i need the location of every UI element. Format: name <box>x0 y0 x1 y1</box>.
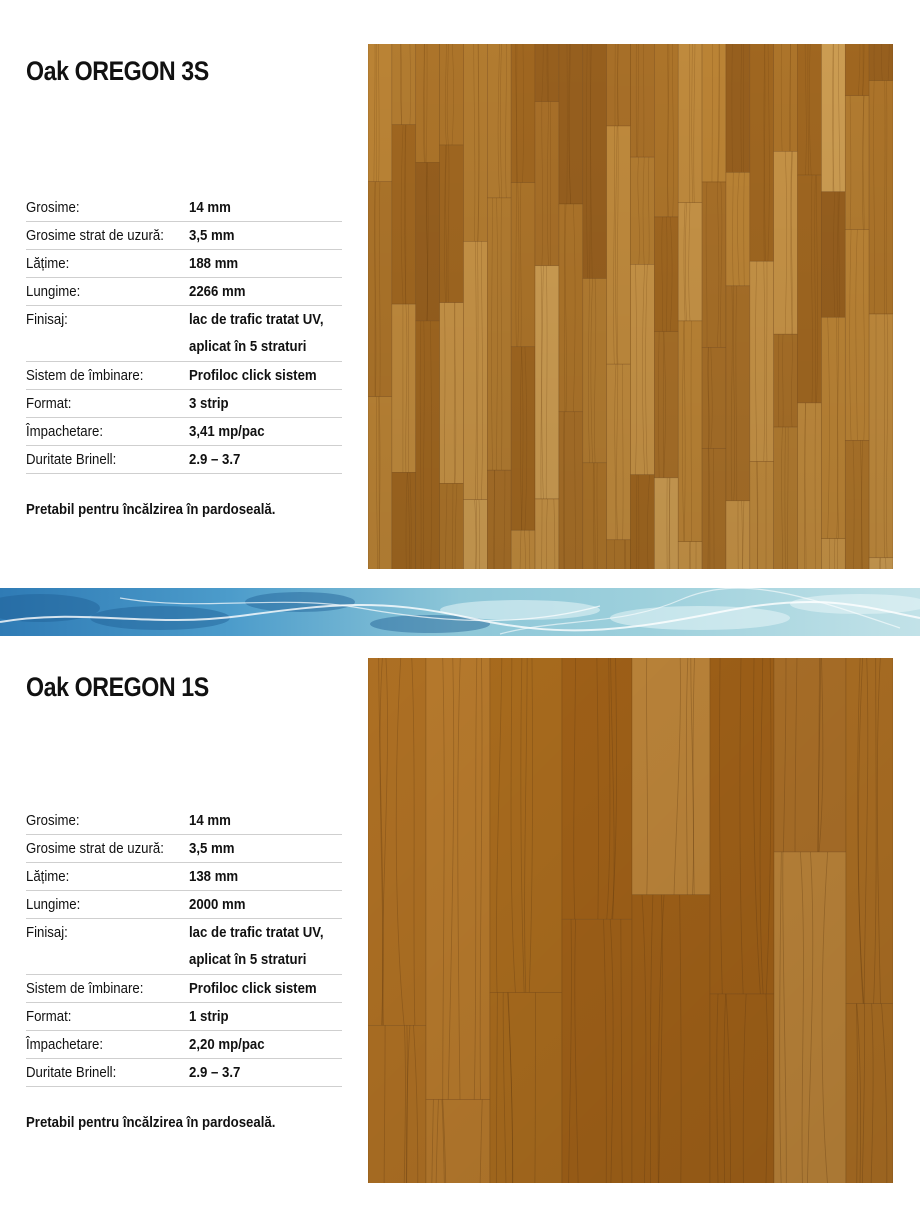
product-title: Oak OREGON 1S <box>26 672 209 703</box>
spec-row <box>26 250 342 278</box>
spec-label: Lungime: <box>26 896 81 913</box>
spec-row <box>26 194 342 222</box>
water-texture-divider <box>0 588 920 636</box>
spec-row <box>26 835 342 863</box>
spec-value: Profiloc click sistem <box>189 367 317 384</box>
spec-value: 2.9 – 3.7 <box>189 451 241 468</box>
underfloor-heating-note: Pretabil pentru încălzirea în pardoseală. <box>26 501 276 518</box>
spec-value: lac de trafic tratat UV, <box>189 311 324 328</box>
spec-value: 2266 mm <box>189 283 246 300</box>
spec-row <box>26 222 342 250</box>
spec-value: 3,41 mp/pac <box>189 423 265 440</box>
spec-row <box>26 418 342 446</box>
oak-1-strip-floor-image <box>368 658 893 1183</box>
spec-table <box>26 194 342 474</box>
oak-3-strip-floor-image <box>368 44 893 569</box>
spec-label: Lățime: <box>26 255 70 272</box>
spec-label: Grosime: <box>26 199 80 216</box>
spec-row <box>26 390 342 418</box>
product-oak-oregon-3s <box>0 0 920 588</box>
spec-value: 2.9 – 3.7 <box>189 1064 241 1081</box>
spec-row <box>26 446 342 474</box>
spec-value: 2000 mm <box>189 896 246 913</box>
spec-row <box>26 919 342 975</box>
spec-row <box>26 1059 342 1087</box>
product-title: Oak OREGON 3S <box>26 56 209 87</box>
spec-label: Duritate Brinell: <box>26 1064 117 1081</box>
spec-label: Lățime: <box>26 868 70 885</box>
spec-row <box>26 891 342 919</box>
spec-row <box>26 306 342 362</box>
spec-value: 138 mm <box>189 868 239 885</box>
spec-row <box>26 863 342 891</box>
spec-label: Grosime: <box>26 812 80 829</box>
spec-label: Lungime: <box>26 283 81 300</box>
spec-label: Împachetare: <box>26 1036 104 1053</box>
spec-label: Grosime strat de uzură: <box>26 227 164 244</box>
spec-label: Grosime strat de uzură: <box>26 840 164 857</box>
spec-label: Finisaj: <box>26 924 68 941</box>
spec-value: 3,5 mm <box>189 227 235 244</box>
spec-value: 14 mm <box>189 812 231 829</box>
spec-label: Format: <box>26 395 72 412</box>
spec-label: Finisaj: <box>26 311 68 328</box>
spec-value-line2: aplicat în 5 straturi <box>189 338 307 355</box>
spec-label: Sistem de îmbinare: <box>26 367 144 384</box>
spec-row <box>26 278 342 306</box>
spec-value-line2: aplicat în 5 straturi <box>189 951 307 968</box>
spec-label: Împachetare: <box>26 423 104 440</box>
spec-label: Sistem de îmbinare: <box>26 980 144 997</box>
spec-value: 1 strip <box>189 1008 229 1025</box>
spec-label: Duritate Brinell: <box>26 451 117 468</box>
spec-value: 3,5 mm <box>189 840 235 857</box>
spec-value: Profiloc click sistem <box>189 980 317 997</box>
underfloor-heating-note: Pretabil pentru încălzirea în pardoseală. <box>26 1114 276 1131</box>
spec-row <box>26 362 342 390</box>
spec-row <box>26 807 342 835</box>
spec-value: lac de trafic tratat UV, <box>189 924 324 941</box>
spec-row <box>26 975 342 1003</box>
spec-value: 14 mm <box>189 199 231 216</box>
spec-row <box>26 1031 342 1059</box>
spec-value: 2,20 mp/pac <box>189 1036 265 1053</box>
product-oak-oregon-1s <box>0 636 920 1226</box>
spec-value: 3 strip <box>189 395 229 412</box>
spec-table <box>26 807 342 1087</box>
spec-row <box>26 1003 342 1031</box>
spec-value: 188 mm <box>189 255 239 272</box>
spec-label: Format: <box>26 1008 72 1025</box>
